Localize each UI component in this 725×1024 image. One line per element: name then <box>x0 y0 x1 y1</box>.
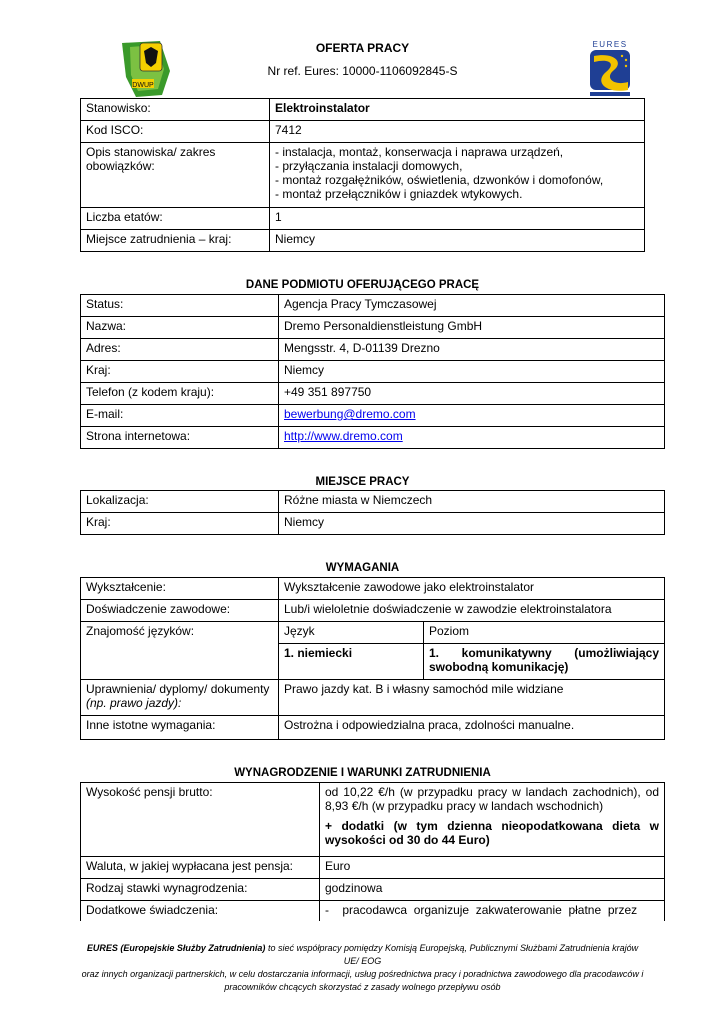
table-row <box>81 99 645 121</box>
level-value: 1. komunikatywny (umożliwiający swobodną komunikację) <box>424 644 665 680</box>
table-row <box>81 491 665 513</box>
description-value <box>270 143 645 208</box>
workplace-table <box>80 490 665 535</box>
table-row <box>81 208 645 230</box>
gross-salary-value: od 10,22 €/h (w przypadku pracy w landach zachodnich), od 8,93 €/h (w przypadku pracy w landach wschodnich) <box>325 785 659 813</box>
table-row <box>81 427 665 449</box>
description-label: Opis stanowiska/ zakres obowiązków: <box>81 143 270 208</box>
table-row <box>81 600 665 622</box>
jobs-label: Liczba etatów: <box>81 208 270 230</box>
footer-line <box>80 942 645 968</box>
benefits-label: Dodatkowe świadczenia: <box>81 901 320 921</box>
employer-website-link[interactable]: http://www.dremo.com <box>284 429 403 443</box>
page-title: OFERTA PRACY <box>315 41 410 55</box>
gross-salary-extra: + dodatki (w tym dzienna nieopodatkowana dieta w wysokości od 30 do 44 Euro) <box>325 819 659 847</box>
table-row <box>81 622 665 644</box>
isco-value: 7412 <box>270 121 645 143</box>
eures-logo-text: EURES <box>592 40 628 49</box>
table-row <box>81 121 645 143</box>
employer-name-label: Nazwa: <box>81 317 279 339</box>
table-row <box>81 879 665 901</box>
permits-value: Prawo jazdy kat. B i własny samochód mile widziane <box>279 680 665 716</box>
place-label: Miejsce zatrudnienia – kraj: <box>81 230 270 252</box>
currency-value: Euro <box>320 857 665 879</box>
permits-label <box>81 680 279 716</box>
footer-line-1: to sieć współpracy pomiędzy Komisją Europejską, Publicznymi Służbami Zatrudnienia krajów UE/ EOG <box>265 943 639 966</box>
experience-label: Doświadczenie zawodowe: <box>81 600 279 622</box>
table-row <box>81 901 665 921</box>
permits-label-line-italic: (np. prawo jazdy): <box>86 696 182 710</box>
employer-name-value: Dremo Personaldienstleistung GmbH <box>279 317 665 339</box>
position-label: Stanowisko: <box>81 99 270 121</box>
permits-label-line: Uprawnienia/ dyplomy/ dokumenty <box>86 682 270 696</box>
place-value: Niemcy <box>270 230 645 252</box>
employer-email-label: E-mail: <box>81 405 279 427</box>
currency-label: Waluta, w jakiej wypłacana jest pensja: <box>81 857 320 879</box>
other-requirements-label: Inne istotne wymagania: <box>81 716 279 740</box>
description-line: - przyłączania instalacji domowych, <box>275 159 463 173</box>
table-row <box>81 716 665 740</box>
requirements-section-title: WYMAGANIA <box>325 562 400 574</box>
employer-section-title: DANE PODMIOTU OFERUJĄCEGO PRACĘ <box>245 279 480 291</box>
employer-phone-value: +49 351 897750 <box>279 383 665 405</box>
workplace-location-label: Lokalizacja: <box>81 491 279 513</box>
isco-label: Kod ISCO: <box>81 121 270 143</box>
rate-value: godzinowa <box>320 879 665 901</box>
language-header: Język <box>279 622 424 644</box>
employer-phone-label: Telefon (z kodem kraju): <box>81 383 279 405</box>
employer-country-label: Kraj: <box>81 361 279 383</box>
gross-salary-cell <box>320 783 665 857</box>
employer-email-link[interactable]: bewerbung@dremo.com <box>284 407 416 421</box>
table-row <box>81 361 665 383</box>
level-header: Poziom <box>424 622 665 644</box>
description-line: - montaż rozgałężników, oświetlenia, dzwonków i domofonów, <box>275 173 604 187</box>
employer-address-label: Adres: <box>81 339 279 361</box>
footer-note <box>80 942 645 994</box>
table-row <box>81 383 665 405</box>
table-row <box>81 295 665 317</box>
dwup-logo-text: DWUP <box>132 82 154 89</box>
workplace-country-value: Niemcy <box>279 513 665 535</box>
salary-section-title: WYNAGRODZENIE I WARUNKI ZATRUDNIENIA <box>234 767 491 779</box>
employer-website-cell <box>279 427 665 449</box>
table-row <box>81 143 645 208</box>
offer-table <box>80 98 645 252</box>
table-row <box>81 578 665 600</box>
footer-line-2: oraz innych organizacji partnerskich, w celu dostarczania informacji, usług pośrednictwa pracy i poradnictwa zawodowego dla pracodawców i <box>81 969 644 979</box>
table-row <box>81 783 665 857</box>
benefits-value: - pracodawca organizuje zakwaterowanie płatne przez <box>320 901 665 921</box>
description-line: - montaż przełączników i gniazdek wtykowych. <box>275 187 523 201</box>
footer-bold: EURES (Europejskie Służby Zatrudnienia) <box>86 943 266 953</box>
table-row <box>81 230 645 252</box>
requirements-table <box>80 577 665 740</box>
education-label: Wykształcenie: <box>81 578 279 600</box>
jobs-value: 1 <box>270 208 645 230</box>
salary-table <box>80 782 665 921</box>
rate-label: Rodzaj stawki wynagrodzenia: <box>81 879 320 901</box>
table-row <box>81 405 665 427</box>
languages-label: Znajomość języków: <box>81 622 279 680</box>
employer-table <box>80 294 665 449</box>
gross-salary-label: Wysokość pensji brutto: <box>81 783 320 857</box>
employer-status-value: Agencja Pracy Tymczasowej <box>279 295 665 317</box>
employer-status-label: Status: <box>81 295 279 317</box>
table-row <box>81 857 665 879</box>
table-row <box>81 680 665 716</box>
table-row <box>81 513 665 535</box>
footer-line-3: pracowników chcących skorzystać z zasady wolnego przepływu osób <box>224 982 501 992</box>
experience-value: Lub/i wieloletnie doświadczenie w zawodzie elektroinstalatora <box>279 600 665 622</box>
workplace-country-label: Kraj: <box>81 513 279 535</box>
table-row <box>81 339 665 361</box>
position-value: Elektroinstalator <box>270 99 645 121</box>
other-requirements-value: Ostrożna i odpowiedzialna praca, zdolności manualne. <box>279 716 665 740</box>
workplace-section-title: MIEJSCE PRACY <box>315 476 410 488</box>
employer-address-value: Mengsstr. 4, D-01139 Drezno <box>279 339 665 361</box>
reference-number: Nr ref. Eures: 10000-1106092845-S <box>267 64 458 78</box>
table-row <box>81 317 665 339</box>
description-line: - instalacja, montaż, konserwacja i naprawa urządzeń, <box>275 145 564 159</box>
workplace-location-value: Różne miasta w Niemczech <box>279 491 665 513</box>
employer-country-value: Niemcy <box>279 361 665 383</box>
education-value: Wykształcenie zawodowe jako elektroinstalator <box>279 578 665 600</box>
employer-website-label: Strona internetowa: <box>81 427 279 449</box>
language-value: 1. niemiecki <box>279 644 424 680</box>
employer-email-cell <box>279 405 665 427</box>
